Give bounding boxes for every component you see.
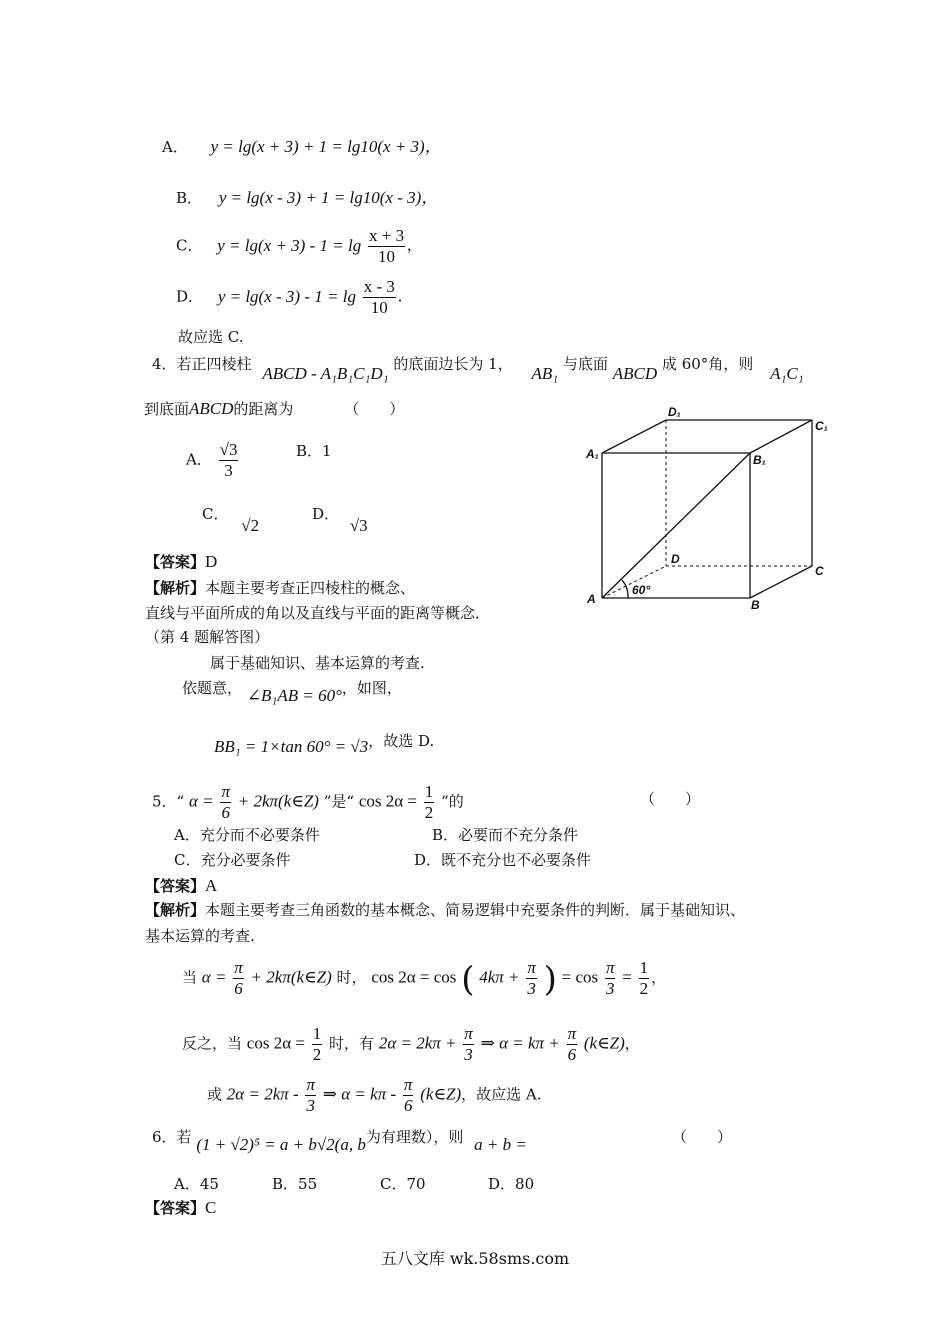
q3-option-d-num: x - 3 bbox=[363, 277, 395, 296]
q4-option-c-value: √2 bbox=[241, 516, 260, 535]
q4-answer bbox=[145, 551, 217, 572]
q5-answer-value: A bbox=[205, 876, 218, 895]
q3-option-d-expr: y = lg(x - 3) - 1 = lg bbox=[217, 286, 356, 306]
q4-text3: 与底面 bbox=[562, 355, 608, 373]
q5-line3-pi-six bbox=[403, 1075, 414, 1116]
q3-option-a-expr: y = lg(x + 3) + 1 = lg10(x + 3)， bbox=[210, 137, 442, 156]
q5-line2-end: ， bbox=[624, 1034, 640, 1053]
q5-analysis1: 本题主要考查三角函数的基本概念、简易逻辑中充要条件的判断．属于基础知识、 bbox=[205, 901, 746, 919]
q4-prism: ABCD - A₁B₁C₁D₁ bbox=[262, 364, 389, 383]
q5-line3-mid: ⇒ α = kπ - bbox=[322, 1084, 397, 1104]
q5-line1-six: 6 bbox=[234, 979, 243, 998]
q5-line1-two: 2 bbox=[639, 979, 649, 998]
q5-line3-expr: 2α = 2kπ - bbox=[226, 1084, 299, 1104]
q4-a1c1: A₁C₁ bbox=[770, 364, 804, 383]
q5-line1-inner: 4kπ + bbox=[479, 967, 520, 987]
q4-option-b: B．1 bbox=[296, 442, 332, 460]
q5-option-c: C．充分必要条件 bbox=[174, 851, 291, 869]
q5-line2-kz: (k∈Z) bbox=[583, 1033, 625, 1053]
label-60: 60° bbox=[632, 583, 651, 597]
q5-line2-time: 时，有 bbox=[329, 1034, 375, 1053]
q5-derivation-2 bbox=[182, 1024, 640, 1065]
q6-text2: 为有理数），则 bbox=[365, 1128, 464, 1146]
label-b1: B₁ bbox=[753, 453, 766, 467]
q5-line2-pi: π bbox=[464, 1024, 473, 1043]
q5-analysis-tag: 【解析】 bbox=[145, 901, 206, 919]
label-b: B bbox=[751, 598, 760, 612]
q5-line1-end: ， bbox=[651, 968, 667, 987]
q4-step1 bbox=[182, 677, 402, 705]
q5-line3-kz: (k∈Z) bbox=[420, 1084, 462, 1104]
q5-mid: ”是“ bbox=[323, 792, 355, 811]
q3-option-b-label: B． bbox=[176, 189, 203, 207]
q4-number: 4． bbox=[152, 355, 177, 373]
q5-cos: cos 2α = bbox=[358, 791, 418, 811]
q4-option-a bbox=[186, 440, 240, 481]
q5-line3-pi-b: π bbox=[403, 1075, 413, 1094]
q5-line2-two: 2 bbox=[312, 1045, 322, 1064]
q5-pi-over-six bbox=[220, 782, 231, 823]
q4-step1-pre: 依题意， bbox=[182, 679, 243, 697]
q4-answer-blank: （ ） bbox=[344, 400, 405, 418]
q5-answer-tag: 【答案】 bbox=[145, 877, 206, 895]
label-c1: C₁ bbox=[815, 419, 828, 433]
q5-option-b: B．必要而不充分条件 bbox=[432, 826, 579, 844]
q3-option-b bbox=[176, 183, 438, 208]
q6-text1: 若 bbox=[176, 1128, 192, 1146]
q5-line2-mid: ⇒ α = kπ + bbox=[480, 1033, 560, 1053]
q6-number: 6． bbox=[152, 1128, 177, 1146]
q3-option-c-label: C． bbox=[176, 236, 203, 255]
q5-one-half bbox=[424, 782, 435, 823]
q4-analysis-line3: 属于基础知识、基本运算的考查. bbox=[210, 654, 425, 672]
q4-text4: 成 60°角，则 bbox=[661, 355, 754, 373]
q4-option-a-fraction bbox=[219, 440, 239, 481]
q4-text5: 到底面 bbox=[144, 400, 190, 418]
q5-number: 5． bbox=[152, 792, 177, 811]
label-d: D bbox=[671, 552, 680, 566]
q4-text2: 的底面边长为 1， bbox=[393, 355, 513, 373]
q6-option-c: C．70 bbox=[380, 1175, 426, 1193]
q4-step2-post: ，故选 D. bbox=[368, 732, 435, 750]
q4-text6: 的距离为 bbox=[233, 400, 294, 418]
q5-line2-pi-three: $\frac{\pi}{3}$ bbox=[464, 1024, 473, 1064]
q4-option-a-den: 3 bbox=[224, 461, 233, 480]
q6-option-d: D．80 bbox=[488, 1175, 535, 1193]
q4-option-d bbox=[312, 503, 368, 535]
q5-line1-pi-three-b: $\frac{\pi}{3}$ bbox=[605, 958, 615, 998]
q4-prism-figure bbox=[582, 402, 842, 622]
q5-alpha: α = bbox=[189, 791, 214, 811]
q4-option-d-label: D． bbox=[312, 505, 340, 523]
q5-derivation-3 bbox=[207, 1075, 542, 1116]
q5-two: 2 bbox=[424, 803, 434, 822]
q6-answer-tag: 【答案】 bbox=[145, 1199, 206, 1217]
q4-text1: 若正四棱柱 bbox=[176, 355, 252, 373]
q3-option-d: D． y = lg(x - 3) - 1 = lg $\frac{x - 3}{10}$ . bbox=[176, 277, 403, 317]
q4-step1-expr: ∠B₁AB = 60° bbox=[246, 686, 342, 705]
q3-option-d-label: D． bbox=[176, 287, 204, 306]
q5-quote-open: “ bbox=[176, 792, 185, 811]
q5-line3-pi-three: $\frac{\pi}{3}$ bbox=[306, 1075, 315, 1115]
q3-option-a bbox=[162, 132, 442, 157]
q5-line1-pi-c: π bbox=[605, 958, 615, 977]
q4-step2 bbox=[214, 730, 435, 756]
q5-line1-eq: = cos bbox=[561, 967, 599, 987]
q5-one: 1 bbox=[424, 782, 434, 801]
q5-line1-one: 1 bbox=[639, 958, 649, 977]
q5-option-a: A．充分而不必要条件 bbox=[174, 826, 320, 844]
q6-option-b: B．55 bbox=[272, 1175, 318, 1193]
q6-answer bbox=[145, 1197, 216, 1218]
q6-answer-value: C bbox=[205, 1198, 217, 1217]
q4-answer-tag: 【答案】 bbox=[145, 553, 206, 571]
q4-answer-value: D bbox=[205, 552, 218, 571]
q4-step1-post: ，如图， bbox=[341, 679, 402, 697]
q5-analysis-line2: 基本运算的考查. bbox=[145, 927, 255, 945]
q5-line1-pi: π bbox=[234, 958, 243, 977]
q4-option-a-label: A． bbox=[186, 450, 212, 469]
q5-pi: π bbox=[221, 782, 230, 801]
q5-answer-blank: （ ） bbox=[640, 790, 701, 808]
q5-line3-pre: 或 bbox=[207, 1085, 223, 1104]
q4-abcd: ABCD bbox=[612, 364, 658, 383]
q5-six: 6 bbox=[221, 803, 230, 822]
q4-analysis-tag: 【解析】 bbox=[145, 579, 206, 597]
q6-option-a: A．45 bbox=[174, 1175, 219, 1193]
page-footer: 五八文库 wk.58sms.com bbox=[380, 1249, 570, 1268]
q5-line1-alpha: α = bbox=[201, 967, 227, 987]
q5-line2-half bbox=[312, 1024, 323, 1065]
q5-line1-when: 当 bbox=[182, 968, 198, 987]
q6-expr: (1 + √2)⁵ = a + b√2(a, b bbox=[196, 1135, 366, 1154]
q5-line2-one: 1 bbox=[312, 1024, 322, 1043]
q5-tail: + 2kπ(k∈Z) bbox=[237, 791, 319, 811]
label-c: C bbox=[815, 564, 824, 578]
q5-line1-time: 时， bbox=[336, 968, 367, 987]
q5-line1-cos: cos 2α = cos bbox=[371, 967, 457, 987]
q3-option-c-num: x + 3 bbox=[368, 226, 405, 245]
diagonal-a-b1 bbox=[602, 453, 750, 598]
q4-option-c bbox=[202, 503, 260, 535]
label-a: A bbox=[587, 592, 596, 606]
q4-analysis1: 本题主要考查正四棱柱的概念、 bbox=[205, 579, 416, 597]
q4-stem-line1 bbox=[152, 353, 804, 383]
label-a1: A₁ bbox=[586, 447, 599, 461]
q4-figure-caption: （第 4 题解答图） bbox=[145, 628, 270, 646]
q5-line1-pi-three: $\frac{\pi}{3}$ bbox=[527, 958, 536, 998]
q3-option-c: C． y = lg(x + 3) - 1 = lg $\frac{x + 3}{10}$ , bbox=[176, 226, 412, 266]
q6-answer-blank: （ ） bbox=[672, 1128, 733, 1146]
q4-step2-expr: BB₁ = 1×tan 60° = √3 bbox=[214, 737, 369, 756]
label-d1: D₁ bbox=[668, 405, 681, 419]
q5-line2-pi-b: π bbox=[567, 1024, 577, 1043]
edge-b1-c1 bbox=[750, 420, 812, 453]
q4-ab1: AB₁ bbox=[531, 364, 559, 383]
q5-stem bbox=[152, 782, 464, 823]
q3-option-c-expr: y = lg(x + 3) - 1 = lg bbox=[217, 235, 362, 255]
q5-line1-pi-b: π bbox=[527, 958, 536, 977]
q5-option-d: D．既不充分也不必要条件 bbox=[414, 851, 592, 869]
q3-option-d-den: 10 bbox=[370, 298, 388, 317]
angle-arc bbox=[622, 580, 628, 598]
edge-b-c bbox=[750, 566, 812, 598]
q5-line1-half bbox=[639, 958, 650, 999]
q3-option-b-expr: y = lg(x - 3) + 1 = lg10(x - 3)， bbox=[218, 188, 439, 207]
q5-line3-six: 6 bbox=[403, 1096, 413, 1115]
q4-option-c-label: C． bbox=[202, 505, 229, 523]
q5-line2-cos: cos 2α = bbox=[246, 1033, 305, 1053]
q4-option-a-num: √3 bbox=[219, 440, 238, 459]
q4-option-d-value: √3 bbox=[349, 516, 368, 535]
q5-line2-pre: 反之，当 bbox=[182, 1034, 243, 1053]
q6-stem bbox=[152, 1126, 527, 1154]
q5-line1-pi-six bbox=[233, 958, 244, 999]
q5-line2-six: 6 bbox=[567, 1045, 577, 1064]
q3-option-a-label: A． bbox=[162, 138, 188, 156]
q3-option-c-fraction bbox=[368, 226, 405, 267]
q5-answer bbox=[145, 875, 217, 896]
q5-line3-end: ，故应选 A. bbox=[461, 1085, 542, 1104]
q5-line2-expr: 2α = 2kπ + bbox=[378, 1033, 457, 1053]
q5-line2-pi-six bbox=[567, 1024, 578, 1065]
q4-stem-line2 bbox=[144, 398, 404, 419]
q3-option-d-fraction bbox=[363, 277, 396, 318]
q3-conclusion: 故应选 C. bbox=[178, 328, 244, 346]
edge-a1-d1 bbox=[602, 420, 666, 453]
q4-abcd-2: ABCD bbox=[189, 399, 234, 418]
q4-analysis-line2: 直线与平面所成的角以及直线与平面的距离等概念． bbox=[145, 604, 491, 622]
q6-ask: a + b = bbox=[474, 1135, 527, 1154]
q3-option-c-den: 10 bbox=[378, 247, 396, 266]
q5-derivation-1: 当 α = $\frac{\pi}{6}$ + 2kπ(k∈Z) 时， cos 2α = cos ( 4kπ + $\frac{\pi}{3}$ ) = cos $\frac{\pi}{3}$ = $\frac{1}{2}$ ， bbox=[182, 958, 667, 1000]
q5-line3-pi: π bbox=[306, 1075, 315, 1094]
q5-line1-tail: + 2kπ(k∈Z) bbox=[250, 967, 332, 987]
q5-end: ”的 bbox=[441, 792, 464, 811]
q5-analysis-line1 bbox=[145, 899, 745, 920]
q4-analysis-line1 bbox=[145, 577, 415, 598]
